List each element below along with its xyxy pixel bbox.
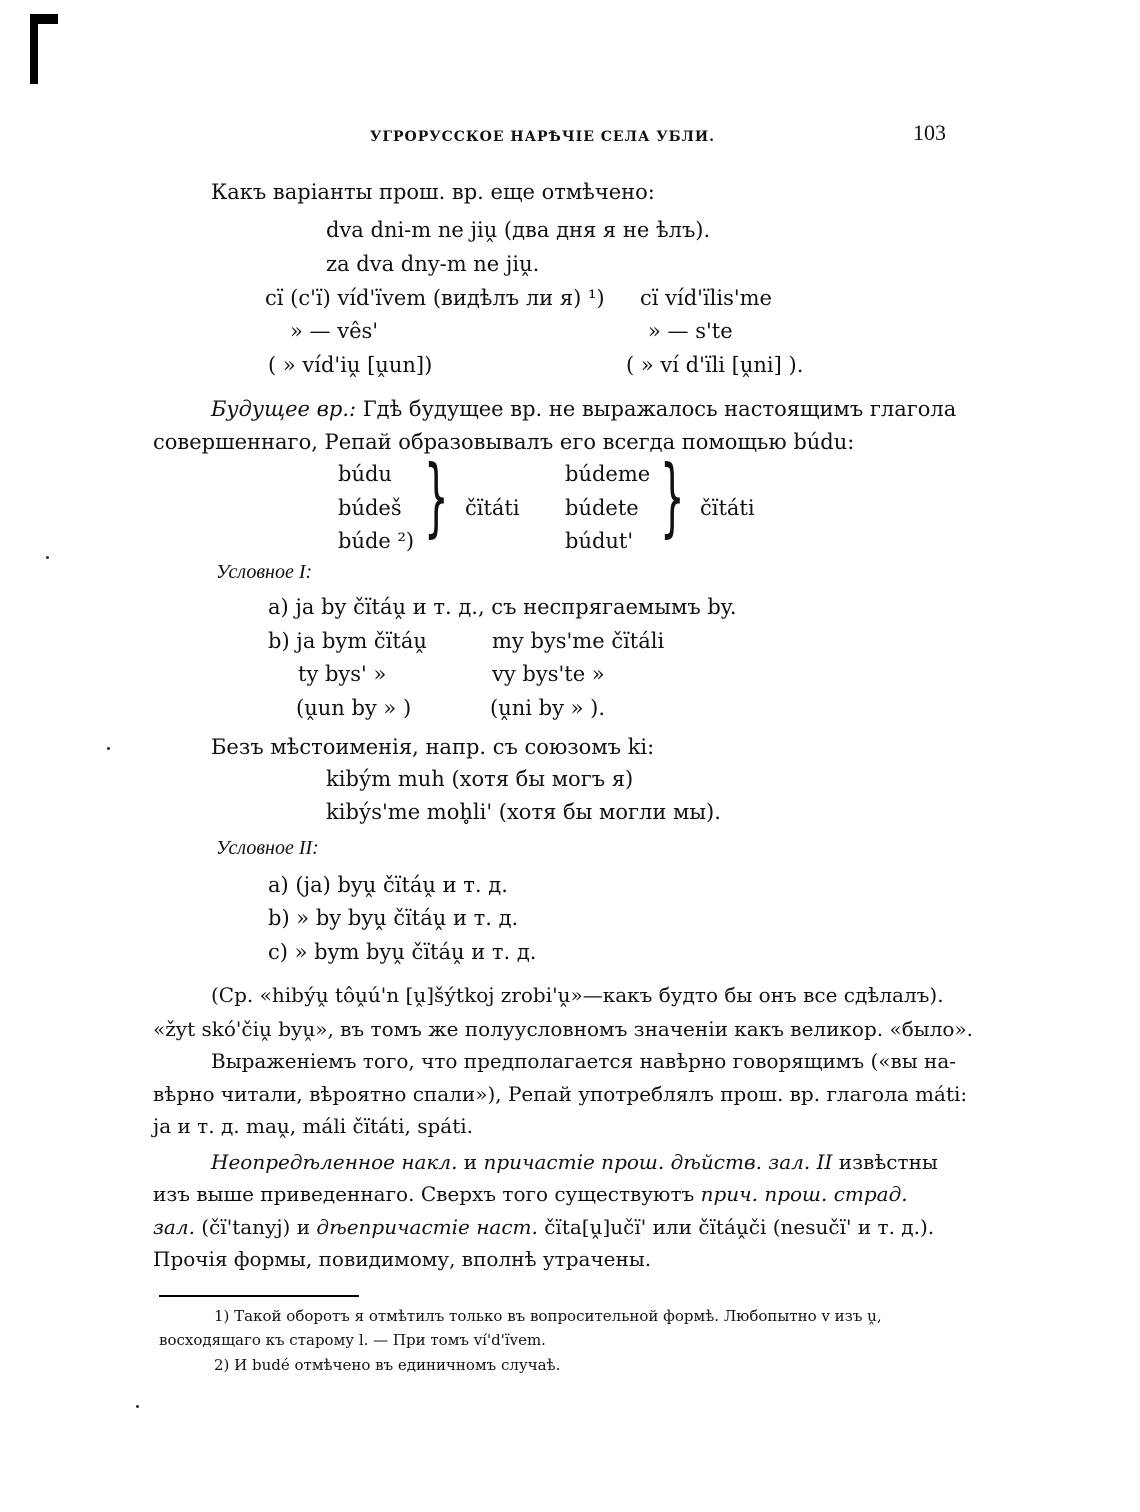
scan-corner-mark <box>30 14 38 84</box>
scan-speck <box>136 1405 139 1408</box>
footnote: восходящаго къ старому l. — При томъ vі́'d'їvem. <box>159 1331 546 1349</box>
running-title: УГРОРУССКОЕ НАРѢЧІЕ СЕЛА УБЛИ. <box>370 129 716 145</box>
text-line: вѣрно читали, вѣроятно спали»), Репай употреблялъ прош. вр. глагола máti: <box>153 1082 968 1106</box>
example-line: » — s'te <box>648 319 733 343</box>
example-line: (ṷun by » ) <box>296 696 412 720</box>
scan-speck <box>107 747 110 750</box>
paradigm-form: búdeš <box>338 496 402 520</box>
example-line: dva dni-m ne jiṷ (два дня я не ѣлъ). <box>326 218 711 242</box>
footnote: 2) И budé отмѣчено въ единичномъ случаѣ. <box>214 1356 561 1374</box>
example-line: kibу́s'me moh̥li' (хотя бы могли мы). <box>326 800 721 824</box>
example-line: (ṷni by » ). <box>490 696 606 720</box>
example-line: ty bys' » <box>298 662 387 686</box>
text-line: «žyt skó'čiṷ byṷ», въ томъ же полуусловномъ значеніи какъ великор. «было». <box>153 1017 974 1041</box>
right-brace: } <box>424 447 449 547</box>
scan-corner-mark-top <box>30 14 58 24</box>
text-run: изъ выше приведеннаго. Сверхъ того существуютъ <box>153 1182 701 1206</box>
paradigm-form: búdut' <box>565 529 634 553</box>
paradigm-form: búdete <box>565 496 639 520</box>
text-line: Безъ мѣстоименія, напр. съ союзомъ ki: <box>211 735 655 759</box>
paradigm-form: búde ²) <box>338 529 415 553</box>
text-line: совершеннаго, Репай образовывалъ его всегда помощью búdu: <box>153 430 855 454</box>
paradigm-form: búdeme <box>565 462 651 486</box>
section-heading: Условное I: <box>216 561 313 583</box>
paradigm-form: búdu <box>338 462 392 486</box>
example-line: vy bys'te » <box>492 662 605 686</box>
text-run: извѣстны <box>832 1150 938 1174</box>
example-line: b) ja bym čїtáṷ <box>268 629 427 653</box>
paradigm-verb: čїtáti <box>465 496 520 520</box>
right-brace: } <box>660 447 685 547</box>
example-line: my bys'me čїtáli <box>492 629 665 653</box>
italic-term: Неопредѣленное накл. <box>211 1150 458 1174</box>
page-number: 103 <box>913 120 946 145</box>
italic-term: зал. <box>153 1215 195 1239</box>
footnote: 1) Такой оборотъ я отмѣтилъ только въ вопросительной формѣ. Любопытно v изъ ṷ, <box>214 1307 882 1325</box>
example-line: ( » vі́ d'їli [ṷni] ). <box>626 353 804 377</box>
paradigm-verb: čїtáti <box>700 496 755 520</box>
scan-speck <box>46 556 49 559</box>
text-line <box>153 1181 908 1207</box>
italic-term: причастіе прош. дѣйств. зал. II <box>483 1150 833 1174</box>
example-line: b) » by byṷ čїtáṷ и т. д. <box>268 906 519 930</box>
text-line <box>211 1149 938 1175</box>
italic-term: прич. прош. страд. <box>700 1182 908 1206</box>
text-line <box>153 1214 934 1240</box>
text-run: и <box>457 1150 484 1174</box>
text-line: Какъ варіанты прош. вр. еще отмѣчено: <box>211 180 655 204</box>
text-line: Прочія формы, повидимому, вполнѣ утрачены. <box>153 1247 652 1271</box>
example-line: ( » vі́d'iṷ [ṷun]) <box>268 353 433 377</box>
example-line: » — vês' <box>290 319 379 343</box>
example-line: cї (c'ї) vі́d'їvem (видѣлъ ли я) ¹) <box>265 286 605 310</box>
future-label: Будущее вр.: <box>211 397 357 421</box>
text-run: čїta[ṷ]učї' или čїtáṷči (nesučї' и т. д.). <box>537 1215 935 1239</box>
text-line: ja и т. д. maṷ, máli čїtáti, spáti. <box>153 1114 473 1138</box>
future-text: Гдѣ будущее вр. не выражалось настоящимъ глагола <box>356 397 957 421</box>
example-line: a) ja by čїtáṷ и т. д., съ неспрягаемымъ by. <box>268 595 737 619</box>
example-line: cї vі́d'їlis'me <box>640 286 772 310</box>
section-heading: Условное II: <box>216 837 319 859</box>
text-line: (Ср. «hibу́ṷ tôṷú'n [ṷ]šу́tkoj zrobi'ṷ»—какъ будто бы онъ все сдѣлалъ). <box>211 983 944 1007</box>
example-line: kibу́m muh (хотя бы могъ я) <box>326 767 634 791</box>
text-run: (čї'tanyj) и <box>194 1215 317 1239</box>
italic-term: дѣепричастіе наст. <box>316 1215 538 1239</box>
example-line: za dva dny-m ne jiṷ. <box>326 252 540 276</box>
example-line: a) (ja) byṷ čїtáṷ и т. д. <box>268 873 508 897</box>
future-paragraph <box>211 396 956 422</box>
footnote-rule <box>159 1295 359 1297</box>
example-line: c) » bym byṷ čїtáṷ и т. д. <box>268 940 537 964</box>
text-line: Выраженіемъ того, что предполагается навѣрно говорящимъ («вы на- <box>211 1049 957 1073</box>
